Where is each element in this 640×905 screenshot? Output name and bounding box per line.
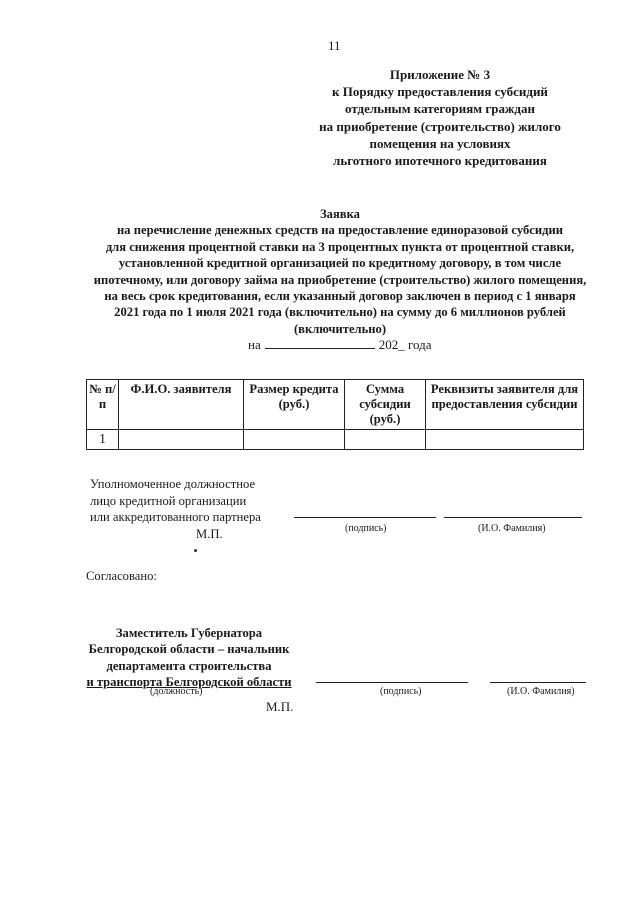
- request-line: 2021 года по 1 июля 2021 года (включительно) на сумму до 6 миллионов рублей: [114, 305, 566, 320]
- authorized-name-caption: (И.О. Фамилия): [478, 523, 546, 534]
- position-caption: (должность): [150, 686, 203, 697]
- deputy-name-caption: (И.О. Фамилия): [507, 686, 575, 697]
- authorized-line: лицо кредитной организации: [90, 493, 247, 508]
- request-block: [60, 206, 620, 337]
- deputy-line: департамента строительства: [106, 658, 272, 673]
- date-suffix: 202_ года: [378, 337, 432, 352]
- request-line: на весь срок кредитования, если указанный договор заключен в период с 1 января: [104, 289, 576, 304]
- table-header-row: [87, 380, 584, 430]
- appendix-line: помещения на условиях: [369, 135, 511, 151]
- cell-subsidy-amount[interactable]: [345, 430, 426, 450]
- request-line: для снижения процентной ставки на 3 процентных пункта от процентной ставки,: [105, 239, 575, 254]
- agreed-label: Согласовано:: [86, 569, 157, 583]
- deputy-signature-line[interactable]: [316, 682, 468, 683]
- header-subsidy-amount: Сумма субсидии (руб.): [345, 380, 426, 430]
- appendix-line: на приобретение (строительство) жилого: [319, 118, 561, 134]
- speck-dot: [194, 549, 197, 552]
- appendix-line: Приложение № 3: [389, 67, 491, 82]
- request-line: на перечисление денежных средств на предоставление единоразовой субсидии: [117, 223, 563, 238]
- table-row: [87, 430, 584, 450]
- deputy-line: Белгородской области – начальник: [88, 642, 290, 657]
- date-blank-field[interactable]: [265, 336, 375, 349]
- header-fio: Ф.И.О. заявителя: [119, 380, 244, 430]
- appendix-line: льготного ипотечного кредитования: [333, 153, 547, 169]
- date-prefix: на: [248, 337, 261, 352]
- deputy-name-line[interactable]: [490, 682, 586, 683]
- deputy-stamp: М.П.: [266, 699, 294, 714]
- appendix-line: отдельным категориям граждан: [345, 101, 535, 117]
- header-number: № п/п: [87, 380, 119, 430]
- authorized-line: или аккредитованного партнера: [90, 510, 261, 524]
- cell-fio[interactable]: [119, 430, 244, 450]
- authorized-person-block: [90, 476, 261, 526]
- appendix-line: к Порядку предоставления субсидий: [332, 84, 548, 100]
- authorized-name-line[interactable]: [444, 517, 582, 518]
- authorized-signature-line[interactable]: [294, 517, 436, 518]
- header-requisites: Реквизиты заявителя для предоставления субсидии: [426, 380, 584, 430]
- applicants-table: [86, 379, 584, 450]
- cell-requisites[interactable]: [426, 430, 584, 450]
- cell-loan-size[interactable]: [244, 430, 345, 450]
- date-line: [248, 336, 432, 353]
- deputy-block: [86, 625, 292, 690]
- deputy-line: Заместитель Губернатора: [115, 626, 263, 640]
- request-line: ипотечному, или договору займа на приобретение (строительство) жилого помещения,: [93, 272, 587, 287]
- authorized-stamp: М.П.: [196, 527, 223, 541]
- request-line: (включительно): [293, 321, 387, 336]
- cell-number: 1: [87, 430, 119, 450]
- deputy-line: и транспорта Белгородской области: [86, 674, 292, 689]
- deputy-signature-caption: (подпись): [380, 686, 422, 697]
- appendix-header: [300, 66, 580, 169]
- request-title: Заявка: [320, 207, 360, 221]
- page-number: 11: [328, 38, 341, 53]
- authorized-signature-caption: (подпись): [345, 523, 387, 534]
- header-loan-size: Размер кредита (руб.): [244, 380, 345, 430]
- authorized-line: Уполномоченное должностное: [90, 477, 256, 491]
- request-line: установленной кредитной организацией по кредитному договору, в том числе: [118, 256, 562, 271]
